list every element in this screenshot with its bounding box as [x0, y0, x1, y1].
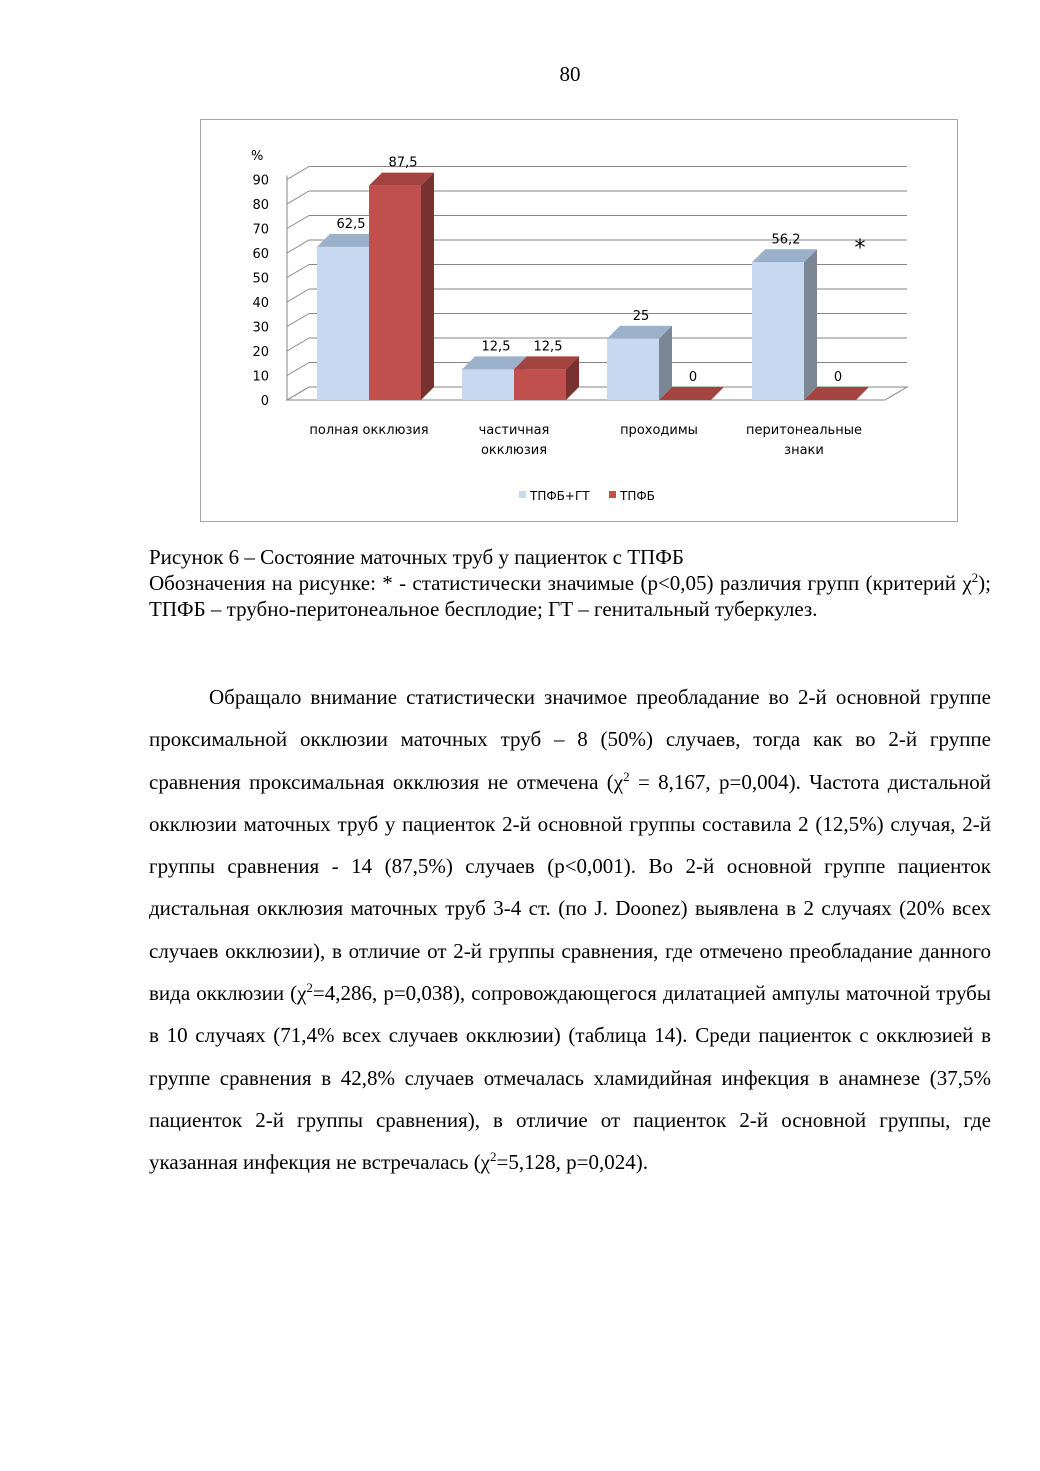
legend-swatch [519, 491, 526, 498]
bar-side-0 [659, 326, 672, 400]
chi-superscript-3: 2 [490, 1149, 497, 1165]
gridline-depth [287, 265, 309, 278]
data-label: 0 [688, 370, 698, 385]
data-label: 62,5 [336, 216, 366, 232]
body-text-part-1: Обращало внимание статистически значимое преобладание во 2-й основной группе проксимальной окклюзии маточных труб – 8 (50%) случаев, тогда как во 2-й группе сравнения проксимальная окклюзия не отмечена (χ [149, 685, 991, 794]
data-label: 25 [632, 308, 650, 324]
bar-front-1 [369, 186, 421, 400]
body-paragraph [149, 676, 991, 1184]
figure-caption-title: Рисунок 6 – Состояние маточных труб у пациенток с ТПФБ [149, 545, 684, 569]
figure-chart [200, 119, 958, 522]
gridline-depth [287, 338, 309, 351]
bar-front-0 [462, 369, 514, 400]
y-tick-label: 40 [252, 296, 269, 311]
page-number: 80 [559, 62, 581, 86]
legend-swatch [609, 491, 616, 498]
gridline-depth [287, 289, 309, 302]
bar-side-1 [421, 173, 434, 400]
x-tick-label: окклюзия [480, 443, 548, 458]
x-tick-label: знаки [784, 443, 824, 458]
chi-superscript: 2 [971, 570, 979, 585]
chi-superscript-1: 2 [623, 768, 630, 784]
bar-front-0 [752, 262, 804, 400]
y-tick-label: 70 [252, 222, 269, 238]
significance-marker: * [854, 236, 866, 261]
y-tick-label: 30 [252, 320, 269, 336]
bar-chart-svg [201, 120, 959, 523]
x-tick-label: перитонеальные [746, 423, 862, 438]
data-label: 0 [833, 370, 843, 385]
y-tick-label: 50 [252, 271, 269, 287]
legend-label: ТПФБ [620, 489, 655, 503]
y-axis-label: % [251, 149, 264, 164]
y-tick-label: 20 [252, 345, 269, 360]
caption-notes-text-end: ); ТПФБ – трубно-перитонеальное бесплодие; ГТ – генитальный туберкулез. [149, 571, 991, 621]
y-tick-label: 60 [252, 247, 269, 262]
bar-front-1 [514, 369, 566, 400]
gridline-depth [287, 216, 309, 229]
x-tick-label: проходимы [620, 423, 698, 438]
x-tick-label: полная окклюзия [309, 423, 429, 438]
gridline-depth [287, 314, 309, 327]
y-tick-label: 10 [252, 369, 269, 385]
body-text [149, 676, 991, 1184]
gridline-depth [287, 167, 309, 180]
body-text-part-4: =5,128, p=0,024). [496, 1150, 648, 1175]
gridline-depth [287, 240, 309, 253]
bar-front-0 [607, 339, 659, 400]
y-tick-label: 90 [252, 173, 269, 189]
body-text-part-2: = 8,167, p=0,004). Частота дистальной окклюзии маточных труб у пациенток 2-й основной группы составила 2 (12,5%) случая, 2-й группы сравнения - 14 (87,5%) случаев (p<0,001). Во 2-й основной группе пациенток дистальная окклюзия маточных труб 3-4 ст. (по J. Doonez) выявлена в 2 случаях (20% всех случаев окклюзии), в отличие от 2-й группы сравнения, где отмечено преобладание данного вида окклюзии (χ [149, 769, 991, 1006]
data-label: 87,5 [388, 155, 418, 171]
legend-label: ТПФБ+ГТ [530, 489, 590, 503]
data-label: 12,5 [533, 339, 563, 355]
x-tick-label: частичная [478, 423, 550, 438]
y-tick-label: 80 [252, 198, 269, 213]
data-label: 12,5 [481, 339, 511, 355]
caption-notes-text: Обозначения на рисунке: * - статистически значимые (p<0,05) различия групп (критерий χ [149, 571, 972, 595]
body-text-part-3: =4,286, p=0,038), сопровождающегося дилатацией ампулы маточной трубы в 10 случаях (71,4% всех случаев окклюзии) (таблица 14). Среди пациенток с окклюзией в группе сравнения в 42,8% случаев отмечалась хламидийная инфекция в анамнезе (37,5% пациенток 2-й группы сравнения), в отличие от пациенток 2-й основной группы, где указанная инфекция не встречалась (χ [149, 981, 991, 1175]
bar-side-0 [804, 249, 817, 400]
y-tick-label: 0 [260, 394, 269, 409]
gridline-depth [287, 363, 309, 376]
chi-superscript-2: 2 [306, 980, 313, 996]
gridline-depth [287, 191, 309, 204]
bar-front-0 [317, 247, 369, 400]
data-label: 56,2 [771, 232, 801, 248]
figure-caption-notes [149, 570, 991, 622]
